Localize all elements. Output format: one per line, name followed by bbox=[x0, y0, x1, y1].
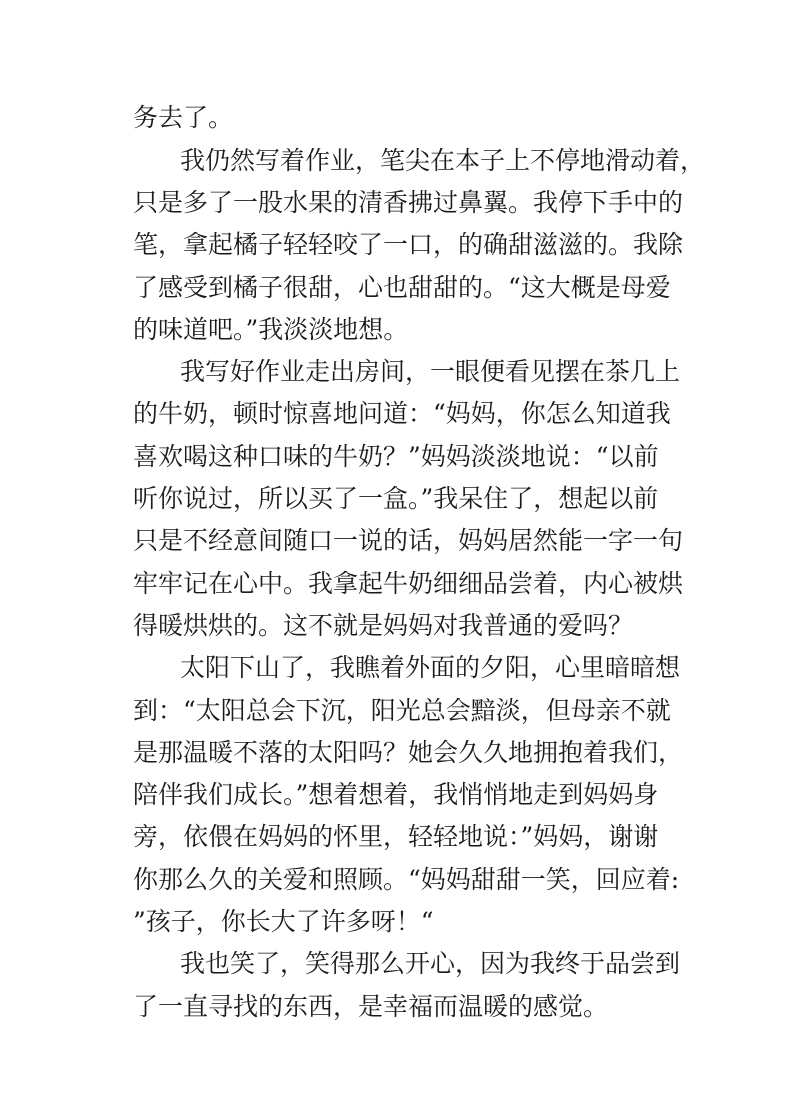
text-line: 了一直寻找的东西，是幸福而温暖的感觉。 bbox=[133, 992, 609, 1021]
text-line: 务去了。 bbox=[133, 103, 234, 132]
text-line: 旁，依偎在妈妈的怀里，轻轻地说：”妈妈，谢谢 bbox=[133, 822, 659, 851]
paragraph-start-line: 太阳下山了，我瞧着外面的夕阳，心里暗暗想 bbox=[180, 653, 681, 682]
text-line: 是那温暖不落的太阳吗？她会久久地拥抱着我们， bbox=[133, 738, 684, 767]
text-line: 只是多了一股水果的清香拂过鼻翼。我停下手中的 bbox=[133, 188, 684, 217]
paragraph-start-line: 我仍然写着作业，笔尖在本子上不停地滑动着， bbox=[180, 146, 706, 175]
text-line: 牢牢记在心中。我拿起牛奶细细品尝着，内心被烘 bbox=[133, 569, 684, 598]
text-line: 陪伴我们成长。”想着想着，我悄悄地走到妈妈身 bbox=[133, 780, 659, 809]
text-line: 到：“太阳总会下沉，阳光总会黯淡，但母亲不就 bbox=[133, 696, 671, 725]
text-line: ”孩子，你长大了许多呀！“ bbox=[133, 907, 434, 936]
text-line: 了感受到橘子很甜，心也甜甜的。“这大概是母爱 bbox=[133, 273, 671, 302]
text-line: 得暖烘烘的。这不就是妈妈对我普通的爱吗？ bbox=[133, 611, 634, 640]
paragraph-start-line: 我写好作业走出房间，一眼便看见摆在茶几上 bbox=[180, 357, 681, 386]
paragraph-start-line: 我也笑了，笑得那么开心，因为我终于品尝到 bbox=[180, 949, 681, 978]
text-line: 笔，拿起橘子轻轻咬了一口，的确甜滋滋的。我除 bbox=[133, 230, 684, 259]
text-line: 你那么久的关爱和照顾。“妈妈甜甜一笑，回应着: bbox=[133, 865, 680, 894]
text-line: 只是不经意间随口一说的话，妈妈居然能一字一句 bbox=[133, 526, 684, 555]
text-line: 的牛奶，顿时惊喜地问道：“妈妈，你怎么知道我 bbox=[133, 399, 671, 428]
text-line: 喜欢喝这种口味的牛奶？”妈妈淡淡地说：“以前 bbox=[133, 442, 659, 471]
text-line: 听你说过，所以买了一盒。”我呆住了，想起以前 bbox=[133, 484, 659, 513]
text-line: 的味道吧。”我淡淡地想。 bbox=[133, 315, 409, 344]
